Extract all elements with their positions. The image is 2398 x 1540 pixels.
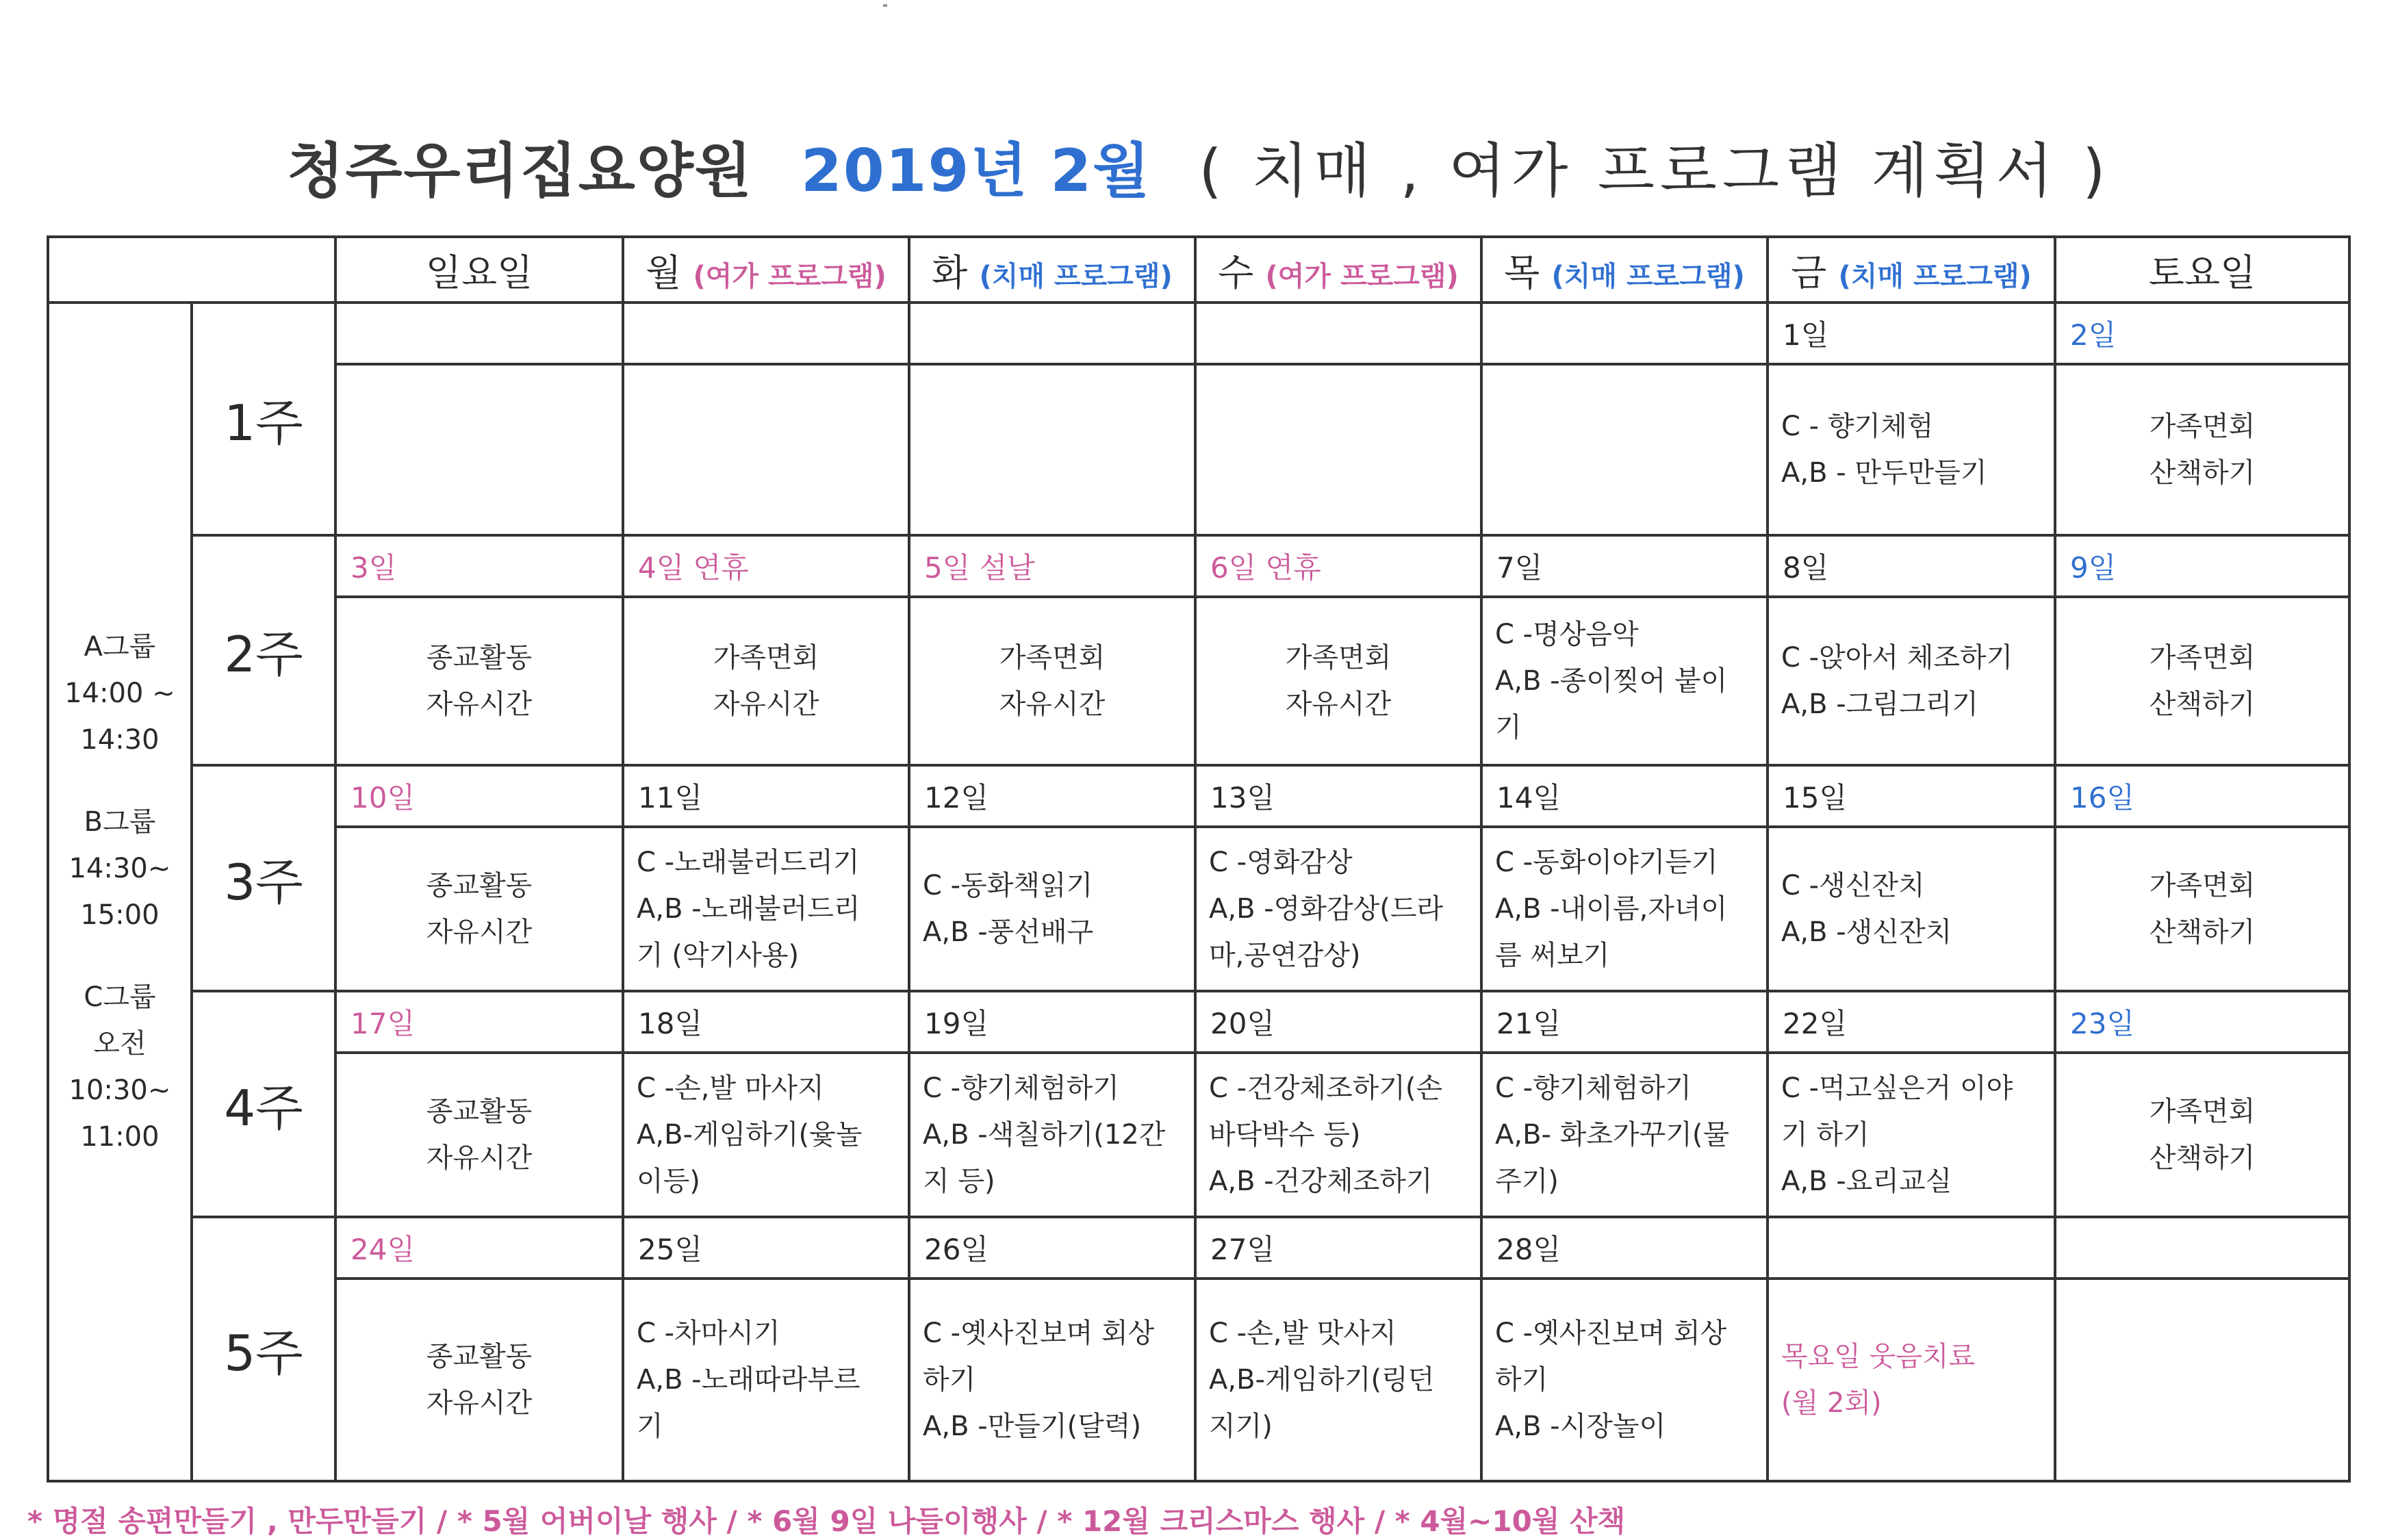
activity-line: A,B-게임하기(윷놀 [637, 1119, 863, 1151]
activity-line: A,B -그림그리기 [1781, 689, 1978, 720]
date-cell: 26일 [909, 1217, 1195, 1279]
activity-cell [623, 597, 909, 765]
activity-cell [623, 364, 909, 535]
activity-cell [1481, 827, 1768, 991]
date-cell [623, 303, 909, 364]
date-cell: 19일 [909, 991, 1195, 1053]
activity-line: 가족면회 [1285, 642, 1392, 673]
week-label: 2주 [192, 535, 335, 765]
date-cell: 18일 [623, 991, 909, 1053]
header-monday [623, 237, 909, 303]
activity-cell [335, 1053, 623, 1217]
header-friday-label: 금 [1791, 251, 1827, 294]
footer-notes: * 명절 송편만들기 , 만두만들기 / * 5월 어버이날 행사 / * 6월 9일 나들이행사 / * 12월 크리스마스 행사 / * 4월~10월 산책 [27, 1504, 1626, 1538]
activity-cell [335, 1279, 623, 1481]
activity-line: A,B -노래따라부르 [637, 1364, 860, 1396]
activity-line: A,B -시장놀이 [1495, 1411, 1666, 1442]
header-friday [1768, 237, 2055, 303]
activity-line: C -영화감상 [1209, 847, 1353, 878]
activity-cell [909, 597, 1195, 765]
activity-line: A,B- 화초가꾸기(물 [1495, 1119, 1730, 1151]
activity-line: C -노래불러드리기 [637, 847, 860, 878]
activity-line: A,B -건강체조하기 [1209, 1166, 1433, 1197]
week-3-date-row [48, 765, 2349, 827]
date-cell-sunday: 24일 [335, 1217, 623, 1279]
activity-line: 자유시간 [426, 916, 533, 948]
activity-line: 바닥박수 등) [1209, 1119, 1361, 1151]
activity-line: C -명상음악 [1495, 619, 1639, 650]
header-thursday [1481, 237, 1768, 303]
activity-cell [1481, 597, 1768, 765]
group-a-time-start: 14:00 ~ [64, 678, 175, 709]
activity-line: 자유시간 [713, 689, 819, 720]
activity-line: A,B -노래불러드리 [637, 893, 860, 925]
header-row [48, 237, 2349, 303]
activity-line: 가족면회 [2149, 1096, 2256, 1127]
activity-line: C -동화이야기듣기 [1495, 847, 1718, 878]
activity-line: 지기) [1209, 1411, 1273, 1442]
activity-line: C -먹고싶은거 이야 [1781, 1073, 2013, 1104]
activity-line: 기 하기 [1781, 1119, 1870, 1151]
activity-line: A,B -영화감상(드라 [1209, 893, 1444, 925]
group-b-time-start: 14:30~ [68, 853, 171, 884]
date-cell: 25일 [623, 1217, 909, 1279]
activity-line: 자유시간 [426, 689, 533, 720]
date-cell-saturday: 23일 [2055, 991, 2349, 1053]
activity-line: 가족면회 [999, 642, 1106, 673]
header-tuesday-sub: (치매 프로그램) [979, 260, 1173, 292]
activity-line: C -건강체조하기(손 [1209, 1073, 1443, 1104]
week-5-body-row [48, 1279, 2349, 1481]
header-corner [48, 237, 335, 303]
week-5-date-row [48, 1217, 2349, 1279]
activity-line: 름 써보기 [1495, 940, 1610, 971]
group-a-time-end: 14:30 [80, 724, 160, 756]
activity-line: A,B -색칠하기(12간 [923, 1119, 1166, 1151]
date-cell: 13일 [1195, 765, 1481, 827]
header-monday-label: 월 [646, 251, 682, 294]
activity-line: 목요일 웃음치료 [1781, 1341, 1976, 1372]
week-label: 4주 [192, 991, 335, 1217]
activity-line: 자유시간 [1285, 689, 1392, 720]
activity-line: C -옛사진보며 회상 [1495, 1318, 1727, 1349]
date-cell [1481, 303, 1768, 364]
header-saturday: 토요일 [2055, 237, 2349, 303]
week-3-body-row [48, 827, 2349, 991]
date-cell-saturday: 2일 [2055, 303, 2349, 364]
activity-cell [1481, 364, 1768, 535]
activity-cell [1195, 364, 1481, 535]
title-subtitle: ( 치매 , 여가 프로그램 계획서 ) [1199, 137, 2111, 205]
date-cell: 7일 [1481, 535, 1768, 597]
activity-line: 하기 [923, 1364, 976, 1396]
activity-line: C -옛사진보며 회상 [923, 1318, 1155, 1349]
activity-line: A,B-게임하기(링던 [1209, 1364, 1435, 1396]
week-1-date-row [48, 303, 2349, 364]
date-cell: 27일 [1195, 1217, 1481, 1279]
date-cell: 15일 [1768, 765, 2055, 827]
activity-cell [623, 1053, 909, 1217]
date-cell-sunday: 10일 [335, 765, 623, 827]
date-cell [909, 303, 1195, 364]
activity-cell [335, 827, 623, 991]
activity-line: 하기 [1495, 1364, 1548, 1396]
date-cell: 11일 [623, 765, 909, 827]
date-cell-holiday: 4일 연휴 [623, 535, 909, 597]
activity-cell [909, 1279, 1195, 1481]
group-times-cell [48, 303, 192, 1481]
activity-line: 종교활동 [426, 642, 533, 673]
activity-line: C -앉아서 체조하기 [1781, 642, 2013, 673]
header-wednesday-sub: (여가 프로그램) [1265, 260, 1459, 292]
activity-line: C -손,발 마사지 [637, 1073, 824, 1104]
group-c-name: C그룹 [84, 981, 156, 1013]
activity-cell [623, 1279, 909, 1481]
activity-line: 종교활동 [426, 1096, 533, 1127]
activity-line: 산책하기 [2149, 457, 2256, 489]
activity-cell [1768, 827, 2055, 991]
activity-line: (월 2회) [1781, 1387, 1882, 1419]
date-cell-holiday: 5일 설날 [909, 535, 1195, 597]
activity-line: A,B -요리교실 [1781, 1166, 1952, 1197]
page-title [0, 123, 2398, 208]
activity-cell [2055, 1053, 2349, 1217]
activity-line: A,B -만들기(달력) [923, 1411, 1142, 1442]
date-cell-sunday: 17일 [335, 991, 623, 1053]
scan-speck [883, 4, 887, 7]
header-tuesday-label: 화 [932, 251, 968, 294]
activity-cell [1195, 597, 1481, 765]
date-cell: 22일 [1768, 991, 2055, 1053]
activity-cell [2055, 597, 2349, 765]
activity-line: A,B - 만두만들기 [1781, 457, 1987, 489]
week-label: 5주 [192, 1217, 335, 1481]
activity-line: 기 (악기사용) [637, 940, 800, 971]
activity-cell [1768, 364, 2055, 535]
activity-cell [1195, 827, 1481, 991]
date-cell: 14일 [1481, 765, 1768, 827]
activity-line: C -손,발 맛사지 [1209, 1318, 1396, 1349]
activity-cell [1481, 1053, 1768, 1217]
header-monday-sub: (여가 프로그램) [693, 260, 887, 292]
date-cell: 20일 [1195, 991, 1481, 1053]
activity-cell [909, 1053, 1195, 1217]
activity-line: 자유시간 [999, 689, 1106, 720]
activity-line: 주기) [1495, 1166, 1559, 1197]
date-cell-saturday: 9일 [2055, 535, 2349, 597]
group-b-time-end: 15:00 [80, 899, 160, 931]
activity-cell [909, 827, 1195, 991]
activity-line: 기 [1495, 712, 1522, 743]
header-thursday-label: 목 [1504, 251, 1540, 294]
activity-cell-note [1768, 1279, 2055, 1481]
activity-line: C -생신잔치 [1781, 870, 1925, 901]
activity-line: 산책하기 [2149, 1142, 2256, 1174]
activity-cell [2055, 1279, 2349, 1481]
activity-line: A,B -종이찢어 붙이 [1495, 665, 1728, 697]
activity-line: 가족면회 [2149, 642, 2256, 673]
activity-line: C -향기체험하기 [1495, 1073, 1692, 1104]
activity-line: C -차마시기 [637, 1318, 780, 1349]
date-cell: 8일 [1768, 535, 2055, 597]
activity-line: C -향기체험하기 [923, 1073, 1119, 1104]
group-c-ampm: 오전 [93, 1028, 146, 1060]
activity-line: 가족면회 [2149, 411, 2256, 442]
date-cell: 28일 [1481, 1217, 1768, 1279]
activity-line: 산책하기 [2149, 689, 2256, 720]
group-b-name: B그룹 [84, 806, 156, 838]
activity-line: C - 향기체험 [1781, 411, 1934, 442]
date-cell: 1일 [1768, 303, 2055, 364]
week-2-date-row [48, 535, 2349, 597]
activity-line: 지 등) [923, 1166, 995, 1197]
week-2-body-row [48, 597, 2349, 765]
header-wednesday [1195, 237, 1481, 303]
activity-line: 종교활동 [426, 870, 533, 901]
activity-cell [1481, 1279, 1768, 1481]
activity-line: A,B -내이름,자녀이 [1495, 893, 1728, 925]
activity-line: A,B -풍선배구 [923, 916, 1094, 948]
date-cell-saturday [2055, 1217, 2349, 1279]
header-friday-sub: (치매 프로그램) [1838, 260, 2032, 292]
activity-cell [2055, 364, 2349, 535]
week-4-date-row [48, 991, 2349, 1053]
group-a-name: A그룹 [84, 631, 156, 663]
activity-line: 가족면회 [713, 642, 819, 673]
activity-cell [335, 364, 623, 535]
activity-line: 산책하기 [2149, 916, 2256, 948]
week-label: 1주 [192, 303, 335, 535]
group-c-time-end: 11:00 [80, 1121, 160, 1153]
activity-line: A,B -생신잔치 [1781, 916, 1952, 948]
activity-line: 이등) [637, 1166, 700, 1197]
activity-line: 마,공연감상) [1209, 940, 1361, 971]
header-tuesday [909, 237, 1195, 303]
header-thursday-sub: (치매 프로그램) [1551, 260, 1745, 292]
activity-line: 자유시간 [426, 1387, 533, 1419]
activity-cell [2055, 827, 2349, 991]
activity-line: 가족면회 [2149, 870, 2256, 901]
date-cell: 12일 [909, 765, 1195, 827]
title-date: 2019년 2월 [801, 137, 1151, 205]
activity-cell [623, 827, 909, 991]
activity-cell [1195, 1053, 1481, 1217]
activity-cell [909, 364, 1195, 535]
date-cell: 21일 [1481, 991, 1768, 1053]
date-cell [1195, 303, 1481, 364]
activity-cell [335, 597, 623, 765]
week-1-body-row [48, 364, 2349, 535]
activity-cell [1768, 1053, 2055, 1217]
date-cell-holiday: 6일 연휴 [1195, 535, 1481, 597]
week-label: 3주 [192, 765, 335, 991]
activity-cell [1768, 597, 2055, 765]
date-cell-sunday: 3일 [335, 535, 623, 597]
group-c-time-start: 10:30~ [68, 1075, 171, 1106]
title-facility-name: 청주우리집요양원 [287, 137, 753, 205]
date-cell [1768, 1217, 2055, 1279]
date-cell [335, 303, 623, 364]
activity-line: 종교활동 [426, 1341, 533, 1372]
date-cell-saturday: 16일 [2055, 765, 2349, 827]
activity-line: C -동화책읽기 [923, 870, 1093, 901]
schedule-table [47, 235, 2351, 1483]
activity-cell [1195, 1279, 1481, 1481]
activity-line: 기 [637, 1411, 663, 1442]
week-4-body-row [48, 1053, 2349, 1217]
header-wednesday-label: 수 [1218, 251, 1254, 294]
activity-line: 자유시간 [426, 1142, 533, 1174]
header-sunday: 일요일 [335, 237, 623, 303]
